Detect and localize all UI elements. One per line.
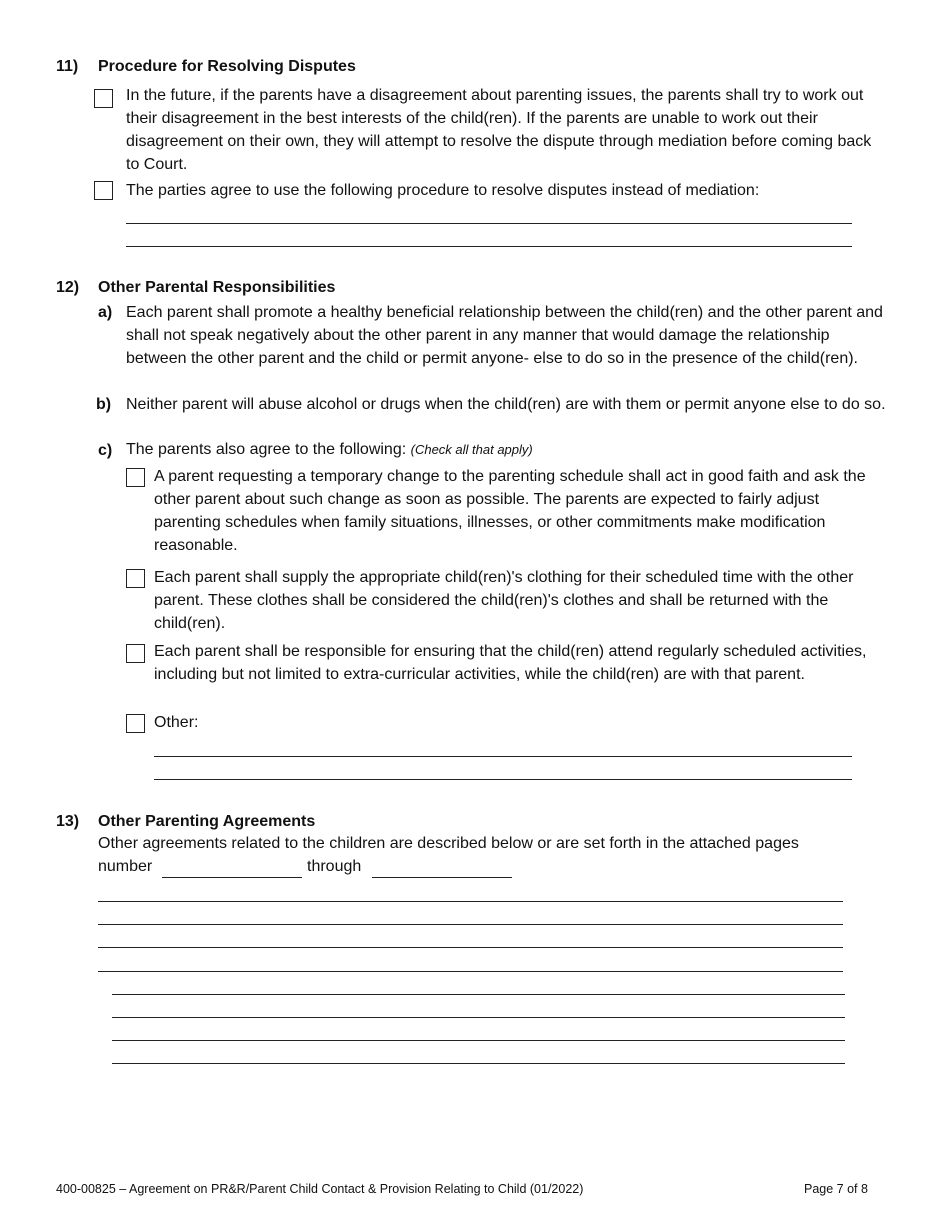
item-c-intro: The parents also agree to the following: <box>126 441 407 458</box>
footer-page-number: Page 7 of 8 <box>804 1182 868 1196</box>
agreements-line-3[interactable] <box>98 947 843 948</box>
agreements-line-4[interactable] <box>98 971 843 972</box>
item-a-text: Each parent shall promote a healthy beneficial relationship between the child(ren) and the other parent and shall not speak negatively about the other parent in any manner that would damage the relationship between the other parent and the child or permit anyone- else to do so in the presence of the child(ren). <box>126 304 883 367</box>
item-c-label: c) <box>98 442 113 459</box>
section-12-title: Other Parental Responsibilities <box>98 279 336 296</box>
item-c-text <box>126 441 533 459</box>
agreements-line-6[interactable] <box>112 1017 845 1018</box>
agreements-line-8[interactable] <box>112 1063 845 1064</box>
agreements-line-1[interactable] <box>98 901 843 902</box>
dispute-procedure-line-2[interactable] <box>126 246 852 247</box>
dispute-mediation-text: In the future, if the parents have a disagreement about parenting issues, the parents shall try to work out their disagreement in the best interests of the child(ren). If the parents are unable to work out their disagreement on their own, they will attempt to resolve the dispute through mediation before coming back to Court. <box>126 87 872 173</box>
item-b-text: Neither parent will abuse alcohol or drugs when the child(ren) are with them or permit anyone else to do so. <box>126 396 886 413</box>
schedule-change-checkbox[interactable] <box>126 468 145 487</box>
item-c-note: (Check all that apply) <box>410 442 533 457</box>
pages-to-field[interactable] <box>372 877 512 878</box>
dispute-procedure-text: The parties agree to use the following procedure to resolve disputes instead of mediation: <box>126 182 760 199</box>
clothing-checkbox[interactable] <box>126 569 145 588</box>
section-11-title: Procedure for Resolving Disputes <box>98 58 356 75</box>
other-label: Other: <box>154 714 199 731</box>
pages-number-label: number <box>98 858 153 875</box>
clothing-text: Each parent shall supply the appropriate child(ren)'s clothing for their scheduled time with the other parent. These clothes shall be considered the child(ren)'s clothes and shall be returned with the child(ren). <box>154 569 854 632</box>
agreements-line-5[interactable] <box>112 994 845 995</box>
pages-through-label: through <box>307 858 362 875</box>
dispute-mediation-checkbox[interactable] <box>94 89 113 108</box>
section-13-text: Other agreements related to the children are described below or are set forth in the attached pages <box>98 835 799 852</box>
activities-text: Each parent shall be responsible for ensuring that the child(ren) attend regularly scheduled activities, including but not limited to extra-curricular activities, while the child(ren) are with that parent. <box>154 643 867 683</box>
section-13-number: 13) <box>56 813 80 830</box>
section-13-title: Other Parenting Agreements <box>98 813 316 830</box>
footer-form-title: 400-00825 – Agreement on PR&R/Parent Child Contact & Provision Relating to Child (01/2022) <box>56 1182 584 1196</box>
agreements-line-2[interactable] <box>98 924 843 925</box>
item-b-label: b) <box>96 396 112 413</box>
other-line-1[interactable] <box>154 756 852 757</box>
other-line-2[interactable] <box>154 779 852 780</box>
schedule-change-text: A parent requesting a temporary change to the parenting schedule shall act in good faith and ask the other parent about such change as soon as possible. The parents are expected to fairly adjust parenting schedules when family situations, illnesses, or other commitments make modification reasonable. <box>154 468 866 554</box>
agreements-line-7[interactable] <box>112 1040 845 1041</box>
section-11-number: 11) <box>56 58 79 75</box>
pages-from-field[interactable] <box>162 877 302 878</box>
dispute-procedure-checkbox[interactable] <box>94 181 113 200</box>
item-a-label: a) <box>98 304 113 321</box>
activities-checkbox[interactable] <box>126 644 145 663</box>
dispute-procedure-line-1[interactable] <box>126 223 852 224</box>
section-12-number: 12) <box>56 279 80 296</box>
other-checkbox[interactable] <box>126 714 145 733</box>
